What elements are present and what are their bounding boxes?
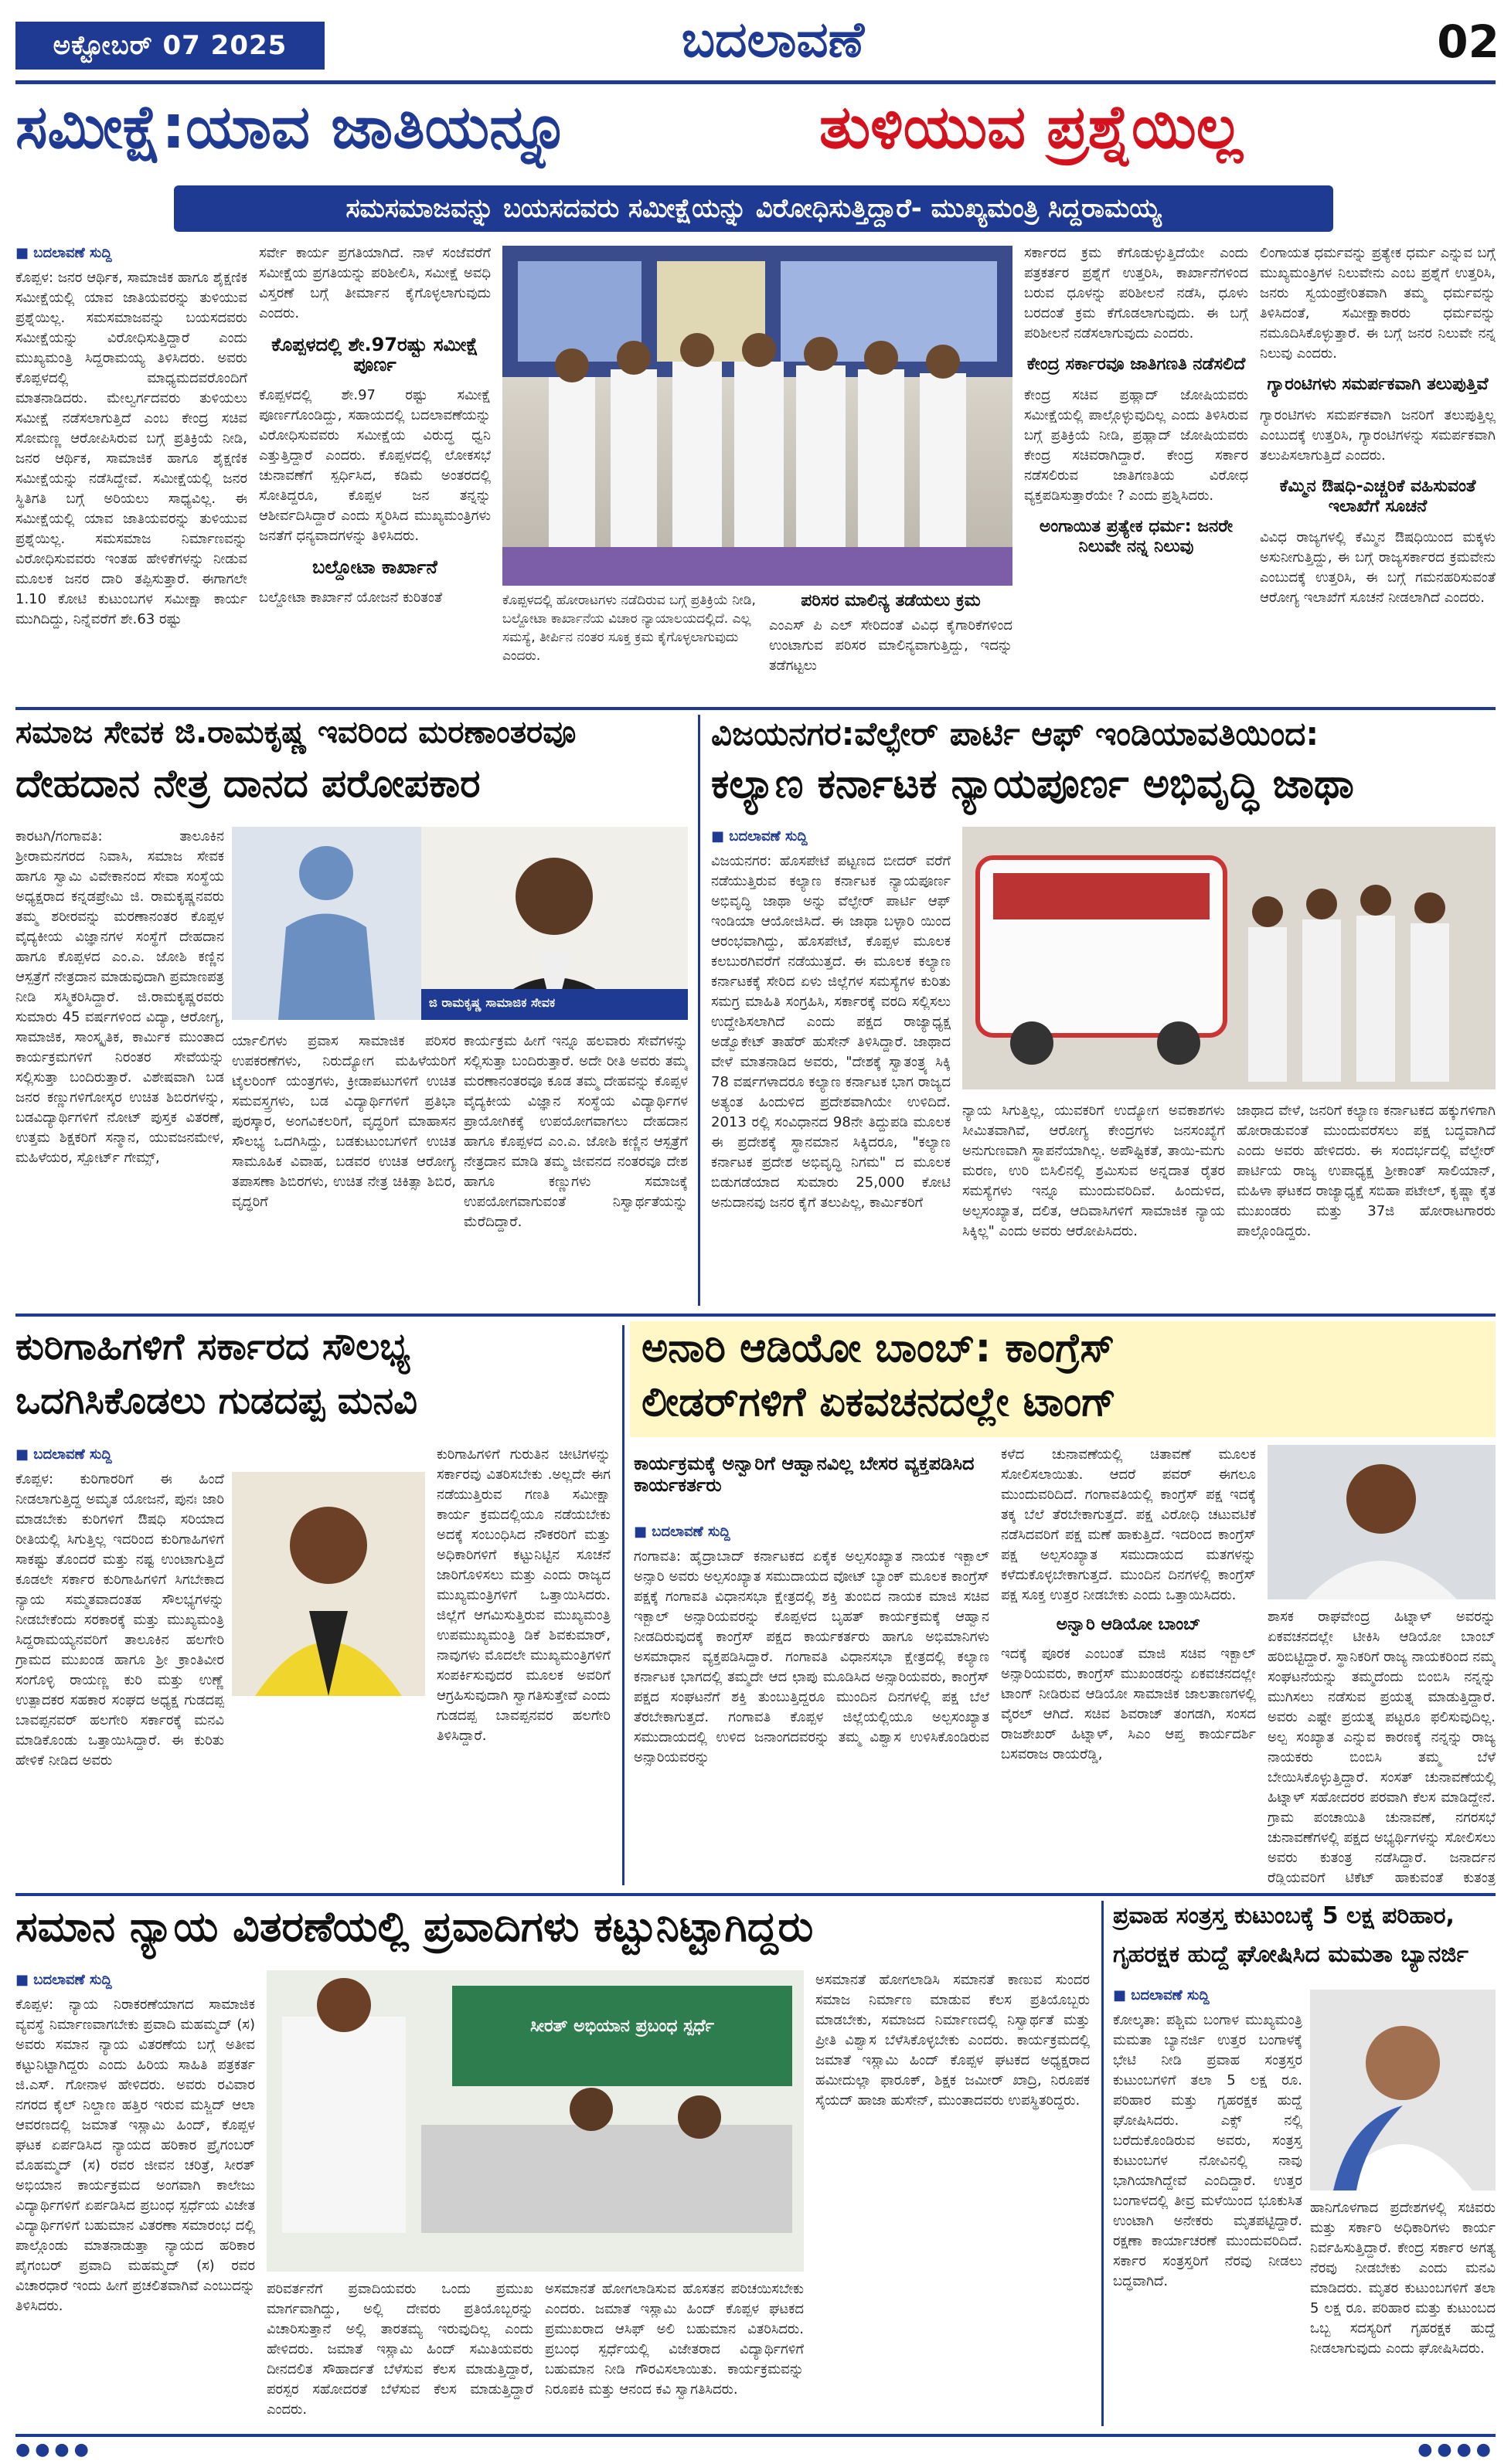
story1-col2-mid: ಕೊಪ್ಪಳದಲ್ಲಿ ಶೇ.97 ರಷ್ಟು ಸಮೀಕ್ಷೆ ಪೂರ್ಣಗೊಂಡಿದ್ದು, ಸಹಾಯದಲ್ಲಿ ಬದಲಾವಣೆಯನ್ನು ವಿರೋಧಿಸುವವರು ಸಮೀಕ್ಷೆಯ ವಿರುದ್ಧ ಧ್ವನಿ ಎತ್ತುತ್ತಿದ್ದಾರೆ ಎಂದರು. ಕೊಪ್ಪಳದಲ್ಲಿ ಲೋಕಸಭೆ ಚುನಾವಣೆಗೆ ಸ್ಪರ್ಧಿಸಿದ, ಕಡಿಮೆ ಅಂತರದಲ್ಲಿ ಸೋತಿದ್ದರೂ, ಕೊಪ್ಪಳ ಜನ ತನ್ನನ್ನು ಆಶೀರ್ವದಿಸಿದ್ದಾರೆ ಎಂದು ಸ್ಮರಿಸಿದ ಮುಖ್ಯಮಂತ್ರಿಗಳು ಜನತೆಗೆ ಧನ್ಯವಾದಗಳನ್ನು ತಿಳಿಸಿದರು. <box>259 387 491 544</box>
story3-col1-text: ವಿಜಯನಗರ: ಹೊಸಪೇಟೆ ಪಟ್ಟಣದ ಬೀದರ್ ವರೆಗೆ ನಡೆಯುತ್ತಿರುವ ಕಲ್ಯಾಣ ಕರ್ನಾಟಕ ನ್ಯಾಯಪೂರ್ಣ ಅಭಿವೃದ್ಧಿ ಜಾಥಾ ಅನ್ನು ವೆಲ್ಫೇರ್ ಪಾರ್ಟಿ ಆಫ್ ಇಂಡಿಯಾ ಆಯೋಜಿಸಿದೆ. ಈ ಜಾಥಾ ಬಳ್ಳಾರಿ ಯಿಂದ ಆರಂಭವಾಗಿದ್ದು, ಹೊಸಪೇಟೆ, ಕೊಪ್ಪಳ ಮೂಲಕ ಕಲಬುರಗಿವರೆಗೆ ನಡೆಯುತ್ತದೆ. ಈ ಮೂಲಕ ಕಲ್ಯಾಣ ಕರ್ನಾಟಕಕ್ಕೆ ಸೇರಿದ ಏಳು ಜಿಲ್ಲೆಗಳ ಸಮಸ್ಯೆಗಳ ಕುರಿತು ಸಮಗ್ರ ಮಾಹಿತಿ ಸಂಗ್ರಹಿಸಿ, ಸರ್ಕಾರಕ್ಕೆ ವರದಿ ಸಲ್ಲಿಸಲು ಉದ್ದೇಶಿಸಲಾಗಿದೆ ಎಂದು ಪಕ್ಷದ ರಾಜ್ಯಾಧ್ಯಕ್ಷ ಅಡ್ವೊಕೇಟ್ ತಾಹೆರ್ ಹುಸೇನ್ ತಿಳಿಸಿದ್ದಾರೆ. ಜಾಥಾದ ವೇಳೆ ಮಾತನಾಡಿದ ಅವರು, "ದೇಶಕ್ಕೆ ಸ್ವಾತಂತ್ರ್ಯ ಸಿಕ್ಕಿ 78 ವರ್ಷಗಳಾದರೂ ಕಲ್ಯಾಣ ಕರ್ನಾಟಕ ಭಾಗ ರಾಜ್ಯದ ಅತ್ಯಂತ ಹಿಂದುಳಿದ ಪ್ರದೇಶವಾಗಿಯೇ ಉಳಿದಿದೆ. 2013 ರಲ್ಲಿ ಸಂವಿಧಾನದ 98ನೇ ತಿದ್ದುಪಡಿ ಮೂಲಕ ಈ ಪ್ರದೇಶಕ್ಕೆ ಸ್ಥಾನಮಾನ ಸಿಕ್ಕಿದರೂ, "ಕಲ್ಯಾಣ ಕರ್ನಾಟಕ ಪ್ರದೇಶ ಅಭಿವೃದ್ಧಿ ನಿಗಮ" ದ ಮೂಲಕ ಬಿಡುಗಡೆಯಾದ ಸುಮಾರು 25,000 ಕೋಟಿ ಅನುದಾನವು ಜನರ ಕೈಗೆ ತಲುಪಿಲ್ಲ, ಕಾರ್ಮಿಕರಿಗೆ <box>711 853 951 1211</box>
story4-headline-line1: ಕುರಿಗಾಹಿಗಳಿಗೆ ಸರ್ಕಾರದ ಸೌಲಭ್ಯ <box>15 1325 410 1368</box>
masthead-rule <box>15 80 1496 84</box>
story1-photo <box>502 246 1012 586</box>
vertical-divider-3 <box>1101 1901 1104 2426</box>
section-divider-2 <box>15 1314 1496 1317</box>
story1-col2-bottom: ಬಲ್ದೋಟಾ ಕಾರ್ಖಾನೆ ಯೋಜನೆ ಕುರಿತಂತೆ <box>259 590 443 606</box>
story6-col1-text: ಕೊಪ್ಪಳ: ನ್ಯಾಯ ನಿರಾಕರಣೆಯಾಗದ ಸಾಮಾಜಿಕ ವ್ಯವಸ್ಥೆ ನಿರ್ಮಾಣವಾಗಬೇಕು ಪ್ರವಾದಿ ಮಹಮ್ಮದ್ (ಸ) ಅವರು ಸಮಾನ ನ್ಯಾಯ ವಿತರಣೆಯ ಬಗ್ಗೆ ಅತೀವ ಕಟ್ಟುನಿಟ್ಟಾಗಿದ್ದರು ಎಂದು ಹಿರಿಯ ಸಾಹಿತಿ ಪತ್ರಕರ್ತ ಜಿ.ಎಸ್. ಗೋನಾಳ ಹೇಳಿದರು. ಅವರು ರವಿವಾರ ನಗರದ ಕೈಲ್ ನಿಲ್ದಾಣ ಹತ್ತಿರ ಇರುವ ಮಸ್ಜಿದ್ ಆಲಾ ಆವರಣದಲ್ಲಿ ಜಮಾತೆ ಇಸ್ಲಾಮಿ ಹಿಂದ್, ಕೊಪ್ಪಳ ಘಟಕ ಏರ್ಪಡಿಸಿದ ನ್ಯಾಯದ ಹರಿಕಾರ ಪ್ರೈಗಂಬರ್ ಮೊಹಮ್ಮದ್ (ಸ) ರವರ ಜೀವನ ಚರಿತ್ರೆ, ಸೀರತ್ ಅಭಿಯಾನ ಕಾರ್ಯಕ್ರಮದ ಅಂಗವಾಗಿ ಕಾಲೇಜು ವಿದ್ಯಾರ್ಥಿಗಳಿಗೆ ಏರ್ಪಡಿಸಿದ ಪ್ರಬಂಧ ಸ್ಪರ್ಧೆಯ ವಿಜೇತ ವಿದ್ಯಾರ್ಥಿಗಳಿಗೆ ಬಹುಮಾನ ವಿತರಣಾ ಸಮಾರಂಭ ದಲ್ಲಿ ಪಾಲ್ಗೊಂಡು ಮಾತನಾಡುತ್ತಾ ನ್ಯಾಯದ ಹರಿಕಾರ ಪೈಗಂಬರ್ ಪ್ರವಾದಿ ಮಹಮ್ಮದ್ (ಸ) ರವರ ವಿಚಾರಧಾರೆ ಇಂದು ಹೀಗೆ ಪ್ರಚಲಿತವಾಗಿವೆ ಎಂಬುದನ್ನು ತಿಳಿಸಿದರು. <box>15 1997 255 2314</box>
story2-headline-line1: ಸಮಾಜ ಸೇವಕ ಜಿ.ರಾಮಕೃಷ್ಣ ಇವರಿಂದ ಮರಣಾಂತರವೂ <box>15 715 577 750</box>
story2-headline-line2: ದೇಹದಾನ ನೇತ್ರ ದಾನದ ಪರೋಪಕಾರ <box>15 761 481 806</box>
story2-column2: ರ್ಯಾಲಿಗಳು ಪ್ರವಾಸ ಸಾಮಾಜಿಕ ಪರಿಸರ ಉಪಕರಣೆಗಳು, ನಿರುದ್ಯೋಗ ಮಹಿಳೆಯರಿಗೆ ಟೈಲರಿಂಗ್ ಯಂತ್ರಗಳು, ಕ್ರೀಡಾಪಟುಗಳಿಗೆ ಉಚಿತ ಸಮವಸ್ತ್ರಗಳು, ಬಡ ವಿದ್ಯಾರ್ಥಿಗಳಿಗೆ ಪ್ರತಿಭಾ ಪುರಸ್ಕಾರ, ಅಂಗವಿಕಲರಿಗೆ, ವೃದ್ಧರಿಗೆ ಮಾಹಾಸನ ಸೌಲಭ್ಯ ಒದಗಿಸಿದ್ದು, ಬಡಕುಟುಂಬಗಳಿಗೆ ಉಚಿತ ಸಾಮೂಹಿಕ ವಿವಾಹ, ಬಡವರ ಉಚಿತ ಆರೋಗ್ಯ ತಪಾಸಣಾ ಶಿಬಿರಗಳು, ಉಚಿತ ನೇತ್ರ ಚಿಕಿತ್ಸಾ ಶಿಬಿರ, ವೃದ್ಧರಿಗೆ <box>232 1033 456 1210</box>
portrait-label: ಜಿ ರಾಮಕೃಷ್ಣ ಸಾಮಾಜಿಕ ಸೇವಕ <box>421 989 688 1020</box>
story1-column3 <box>769 591 1012 699</box>
story6-headline: ಸಮಾನ ನ್ಯಾಯ ವಿತರಣೆಯಲ್ಲಿ ಪ್ರವಾದಿಗಳು ಕಟ್ಟುನಿಟ್ಟಾಗಿದ್ದರು <box>15 1902 814 1951</box>
footer-rule <box>15 2434 1496 2437</box>
story1-column1 <box>15 243 247 699</box>
story5-col2-text: ಕಳೆದ ಚುನಾವಣೆಯಲ್ಲಿ ಚಿತಾವಣೆ ಮೂಲಕ ಸೋಲಿಸಲಾಯಿತು. ಆದರೆ ಪವರ್ ಈಗಲೂ ಮುಂದುವರಿದಿದೆ. ಗಂಗಾವತಿಯಲ್ಲಿ ಕಾಂಗ್ರೆಸ್ ಪಕ್ಷ ಇದಕ್ಕೆ ತಕ್ಕ ಬೆಲೆ ತೆರಬೇಕಾಗುತ್ತದೆ. ಪಕ್ಷ ವಿರೋಧಿ ಚಟುವಟಿಕೆ ನಡೆಸಿದವರಿಗೆ ಪಕ್ಷ ಮಣೆ ಹಾಕುತ್ತಿದೆ. ಇದರಿಂದ ಕಾಂಗ್ರೆಸ್ ಪಕ್ಷ ಅಲ್ಪಸಂಖ್ಯಾತ ಸಮುದಾಯದ ಮತಗಳನ್ನು ಕಳೆದುಕೊಳ್ಳಬೇಕಾಗುತ್ತದೆ. ಮುಂದಿನ ದಿನಗಳಲ್ಲಿ ಕಾಂಗ್ರೆಸ್ ಪಕ್ಷ ಸೂಕ್ತ ಉತ್ತರ ನೀಡಬೇಕು ಎಂದು ಒತ್ತಾಯಿಸಿದರು. <box>1001 1446 1256 1603</box>
story5-headline-line1: ಅನಾರಿ ಆಡಿಯೋ ಬಾಂಬ್: ಕಾಂಗ್ರೆಸ್ <box>641 1325 1115 1371</box>
footer-dots-left: ●●●● <box>15 2440 94 2459</box>
story1-column4 <box>1024 243 1248 699</box>
story5-col2-head: ಅನ್ವಾರಿ ಆಡಿಯೋ ಬಾಂಬ್ <box>1056 1615 1201 1634</box>
story5-column3: ಶಾಸಕ ರಾಘವೇಂದ್ರ ಹಿಟ್ನಾಳ್ ಅವರನ್ನು ಏಕವಚನದಲ್ಲೇ ಟೀಕಿಸಿ ಆಡಿಯೋ ಬಾಂಬ್ ಹರಿಬಿಟ್ಟಿದ್ದಾರೆ. ಸ್ಥಾನಿಕರಿಗೆ ರಾಜ್ಯ ನಾಯಕರಿಂದ ನಮ್ಮ ಸಂಘಟನೆಯನ್ನು ತಮ್ಮದೆಂದು ಬಿಂಬಿಸಿ ನನ್ನನ್ನು ಮುಗಿಸಲು ನಡೆಸುವ ಪ್ರಯತ್ನ ಮಾಡುತ್ತಿದ್ದಾರೆ. ಅವರು ಎಷ್ಟೇ ಪ್ರಯತ್ನ ಪಟ್ಟರೂ ಫಲಿಸುವುದಿಲ್ಲ. ಅಲ್ಪ ಸಂಖ್ಯಾತ ಎನ್ನುವ ಕಾರಣಕ್ಕೆ ನನ್ನನ್ನು ರಾಜ್ಯ ನಾಯಕರು ಬಿಂಬಿಸಿ ತಮ್ಮ ಬೆಳೆ ಬೇಯಿಸಿಕೊಳ್ಳುತ್ತಿದ್ದಾರೆ. ಸಂಸತ್ ಚುನಾವಣೆಯಲ್ಲಿ ಹಿಟ್ನಾಳ್ ಸಹೋದರರ ಪರವಾಗಿ ಕೆಲಸ ಮಾಡಿದ್ದೇನೆ. ಗ್ರಾಮ ಪಂಚಾಯಿತಿ ಚುನಾವಣೆ, ನಗರಸಭೆ ಚುನಾವಣೆಗಳಲ್ಲಿ ಪಕ್ಷದ ಅಭ್ಯರ್ಥಿಗಳನ್ನು ಸೋಲಿಸಲು ಅವರು ಕುತಂತ್ರ ನಡೆಸಿದ್ದಾರೆ. ಜನಾರ್ದನ ರೆಡ್ಡಿಯವರಿಗೆ ಟಿಕೆಟ್ ಹಾಕುವಂತೆ ಕುತಂತ್ರ <box>1268 1609 1496 1885</box>
story3-headline-line2: ಕಲ್ಯಾಣ ಕರ್ನಾಟಕ ನ್ಯಾಯಪೂರ್ಣ ಅಭಿವೃದ್ಧಿ ಜಾಥಾ <box>711 761 1354 807</box>
story7-headline-line1: ಪ್ರವಾಹ ಸಂತ್ರಸ್ತ ಕುಟುಂಬಕ್ಕೆ 5 ಲಕ್ಷ ಪರಿಹಾರ, <box>1113 1902 1455 1929</box>
story1-headline-part1: ಸಮೀಕ್ಷೆ:ಯಾವ ಜಾತಿಯನ್ನೂ <box>15 93 570 162</box>
photo-banner-text: ಸೀರತ್ ಅಭಿಯಾನ ಪ್ರಬಂಧ ಸ್ಪರ್ಧೆ <box>529 2017 715 2036</box>
story5-column2 <box>1001 1445 1256 1885</box>
story4-headline-line2: ಒದಗಿಸಿಕೊಡಲು ಗುಡದಪ್ಪ ಮನವಿ <box>15 1379 418 1422</box>
portrait-illustration <box>1268 1445 1496 1599</box>
story1-col2-head2: ಬಲ್ದೋಟಾ ಕಾರ್ಖಾನೆ <box>312 556 437 578</box>
story6-photo <box>267 1970 804 2272</box>
story5-kicker: ಕಾರ್ಯಕ್ರಮಕ್ಕೆ ಅನ್ವಾರಿಗೆ ಆಹ್ವಾನವಿಲ್ಲ ಬೇಸರ ವ್ಯಕ್ತಪಡಿಸಿದ ಕಾರ್ಯಕರ್ತರು <box>634 1453 975 1496</box>
vertical-divider-1 <box>698 715 700 1306</box>
story4-portrait <box>232 1472 425 1696</box>
story7-headline-line2: ಗೃಹರಕ್ಷಕ ಹುದ್ದೆ ಘೋಷಿಸಿದ ಮಮತಾ ಬ್ಯಾನರ್ಜಿ <box>1113 1941 1468 1968</box>
story4-column1 <box>15 1445 224 1885</box>
portrait-illustration <box>1310 1990 1496 2190</box>
story7-byline: ■ ಬದಲಾವಣೆ ಸುದ್ದಿ <box>1113 1987 1210 2003</box>
story2-column1: ಕಾರಟಗಿ/ಗಂಗಾವತಿ: ತಾಲೂಕಿನ ಶ್ರೀರಾಮನಗರದ ನಿವಾಸಿ, ಸಮಾಜ ಸೇವಕ ಹಾಗೂ ಸ್ವಾಮಿ ವಿವೇಕಾನಂದ ಸೇವಾ ಸಂಸ್ಥೆಯ ಅಧ್ಯಕ್ಷರಾದ ಕನ್ನಡಪ್ರೇಮಿ ಜಿ. ರಾಮಕೃಷ್ಣನವರು ತಮ್ಮ ಶರೀರವನ್ನು ಮರಣಾನಂತರ ಕೊಪ್ಪಳ ವೈದ್ಯಕೀಯ ವಿಜ್ಞಾನಗಳ ಸಂಸ್ಥೆಗೆ ದೇಹದಾನ ಹಾಗೂ ಕೊಪ್ಪಳದ ಎಂ.ಎ. ಜೋಶಿ ಕಣ್ಣಿನ ಆಸ್ಪತ್ರೆಗೆ ನೇತ್ರದಾನ ಮಾಡುವುದಾಗಿ ಪ್ರಮಾಣಪತ್ರ ನೀಡಿ ಸಸ್ಮಿಕರಿಸಿದ್ದಾರೆ. ಜಿ.ರಾಮಕೃಷ್ಣರವರು ಸುಮಾರು 45 ವರ್ಷಗಳಿಂದ ವಿದ್ಯಾ, ಆರೋಗ್ಯ, ಸಾಮಾಜಿಕ, ಸಾಂಸ್ಕೃತಿಕ, ಕಾರ್ಮಿಕ ಮುಂತಾದ ಕಾರ್ಯಕ್ರಮಗಳಿಗೆ ನಿರಂತರ ಸೇವೆಯನ್ನು ಸಲ್ಲಿಸುತ್ತಾ ಬಂದಿರುತ್ತಾರೆ. ವಿಶೇಷವಾಗಿ ಬಡ ಜನರ ಕಣ್ಣುಗಳಿಗೋಸ್ಕರ ಉಚಿತ ಶಿಬಿರಗಳನ್ನು, ಬಡವಿದ್ಯಾರ್ಥಿಗಳಿಗೆ ನೋಟ್ ಪುಸ್ತಕ ವಿತರಣೆ, ಉತ್ತಮ ಶಿಕ್ಷಕರಿಗೆ ಸನ್ಮಾನ, ಯುವಜನಮೇಳ, ಮಹಿಳೆಯರ, ಸ್ಪೋರ್ಟ್ ಗೇಮ್ಸ್, <box>15 828 224 1166</box>
story1-col5-top: ಲಿಂಗಾಯತ ಧರ್ಮವನ್ನು ಪ್ರತ್ಯೇಕ ಧರ್ಮ ಎನ್ನುವ ಬಗ್ಗೆ ಮುಖ್ಯಮಂತ್ರಿಗಳ ನಿಲುವೇನು ಎಂಬ ಪ್ರಶ್ನೆಗೆ ಉತ್ತರಿಸಿ, ಜನರು ಸ್ವಯಂಪ್ರೇರಿತವಾಗಿ ತಮ್ಮ ಧರ್ಮವನ್ನು ತಿಳಿಸಿದಂತೆ, ಸಮೀಕ್ಷಾಕಾರರು ಧರ್ಮವನ್ನು ನಮೂದಿಸಿಕೊಳ್ಳುತ್ತಾರೆ. ಈ ಬಗ್ಗೆ ಜನರ ನಿಲುವೇ ನನ್ನ ನಿಲುವು ಎಂದರು. <box>1260 245 1496 362</box>
story5-col1-text: ಗಂಗಾವತಿ: ಹೈದ್ರಾಬಾದ್ ಕರ್ನಾಟಕದ ಏಕೈಕ ಅಲ್ಪಸಂಖ್ಯಾತ ನಾಯಕ ಇಕ್ಬಾಲ್ ಅನ್ಸಾರಿ ಅವರು ಅಲ್ಪಸಂಖ್ಯಾತ ಸಮುದಾಯದ ವೋಟ್ ಬ್ಯಾಂಕ್ ಮೂಲಕ ಕಾಂಗ್ರೆಸ್ ಪಕ್ಷಕ್ಕೆ ಗಂಗಾವತಿ ವಿಧಾನಸಭಾ ಕ್ಷೇತ್ರದಲ್ಲಿ ಶಕ್ತಿ ತುಂಬಿದ ನಾಯಕ ಮಾಜಿ ಸಚಿವ ಇಕ್ಬಾಲ್ ಅನ್ಸಾರಿಯವರನ್ನು ಕೊಪ್ಪಳದ ಬೃಹತ್ ಕಾರ್ಯಕ್ರಮಕ್ಕೆ ಆಹ್ವಾನ ನೀಡದಿರುವುದಕ್ಕೆ ಕಾಂಗ್ರೆಸ್ ಪಕ್ಷದ ಕಾರ್ಯಕರ್ತರು ಹಾಗೂ ಅಭಿಮಾನಿಗಳು ಅಸಮಾಧಾನ ವ್ಯಕ್ತಪಡಿಸಿದ್ದಾರೆ. ಗಂಗಾವತಿ ವಿಧಾನಸಭಾ ಕ್ಷೇತ್ರದಲ್ಲಿ ಕಲ್ಯಾಣ ಕರ್ನಾಟಕ ಭಾಗದಲ್ಲಿ ತಮ್ಮದೇ ಆದ ಛಾಪು ಮೂಡಿಸಿದ ಅನ್ಸಾರಿಯವರು, ಕಾಂಗ್ರೆಸ್ ಪಕ್ಷದ ಸಂಘಟನೆಗೆ ಶಕ್ತಿ ತುಂಬುತ್ತಿದ್ದರೂ ಮುಂದಿನ ದಿನಗಳಲ್ಲಿ ಪಕ್ಷ ಬೆಲೆ ತೆರಬೇಕಾಗುತ್ತದೆ. ಗಂಗಾವತಿ ಕೊಪ್ಪಳ ಜಿಲ್ಲೆಯಲ್ಲಿಯೂ ಅಲ್ಪಸಂಖ್ಯಾತ ಸಮುದಾಯದಲ್ಲಿ ಉಳಿದ ಜನಾಂಗದವರನ್ನು ತಮ್ಮ ವಿಶ್ವಾಸ ಉಳಿಸಿಕೊಂಡಿರುವ ಅನ್ಸಾರಿಯವರನ್ನು <box>634 1548 989 1766</box>
story7-col1-text: ಕೋಲ್ಕತಾ: ಪಶ್ಚಿಮ ಬಂಗಾಳ ಮುಖ್ಯಮಂತ್ರಿ ಮಮತಾ ಬ್ಯಾನರ್ಜಿ ಉತ್ತರ ಬಂಗಾಳಕ್ಕೆ ಭೇಟಿ ನೀಡಿ ಪ್ರವಾಹ ಸಂತ್ರಸ್ತರ ಕುಟುಂಬಗಳಿಗೆ ತಲಾ 5 ಲಕ್ಷ ರೂ. ಪರಿಹಾರ ಮತ್ತು ಗೃಹರಕ್ಷಕ ಹುದ್ದೆ ಘೋಷಿಸಿದರು. ಎಕ್ಸ್ ನಲ್ಲಿ ಬರೆದುಕೊಂಡಿರುವ ಅವರು, ಸಂತ್ರಸ್ತ ಕುಟುಂಬಗಳ ನೋವಿನಲ್ಲಿ ನಾವು ಭಾಗಿಯಾಗಿದ್ದೇವೆ ಎಂದಿದ್ದಾರೆ. ಉತ್ತರ ಬಂಗಾಳದಲ್ಲಿ ತೀವ್ರ ಮಳೆಯಿಂದ ಭೂಕುಸಿತ ಉಂಟಾಗಿ ಅನೇಕರು ಮೃತಪಟ್ಟಿದ್ದಾರೆ. ರಕ್ಷಣಾ ಕಾರ್ಯಾಚರಣೆ ಮುಂದುವರಿದಿದೆ. ಸರ್ಕಾರ ಸಂತ್ರಸ್ತರಿಗೆ ನೆರವು ನೀಡಲು ಬದ್ಧವಾಗಿದೆ. <box>1113 2012 1302 2289</box>
story6-column2: ಅಸಮಾನತೆ ಹೋಗಲಾಡಿಸಿ ಸಮಾನತೆ ಕಾಣುವ ಸುಂದರ ಸಮಾಜ ನಿರ್ಮಾಣ ಮಾಡುವ ಕೆಲಸ ಪ್ರತಿಯೊಬ್ಬರು ಮಾಡಬೇಕು, ಸಮಾಜದ ನಿರ್ಮಾಣದಲ್ಲಿ ನಿಸ್ವಾರ್ಥತೆ ಮತ್ತು ಪ್ರೀತಿ ವಿಶ್ವಾಸ ಬೆಳೆಸಿಕೊಳ್ಳಬೇಕು ಎಂದರು. ಕಾರ್ಯಕ್ರಮದಲ್ಲಿ ಜಮಾತೆ ಇಸ್ಲಾಮಿ ಹಿಂದ್ ಕೊಪ್ಪಳ ಘಟಕದ ಅಧ್ಯಕ್ಷರಾದ ಹಮೀದುಲ್ಲಾ ಫಾರೂಕ್, ಶಿಕ್ಷಕ ಜಮೀರ್ ಖಾದ್ರಿ, ನಿರೂಪಕ ಸೈಯದ್ ಹಾಜಾ ಹುಸೇನ್, ಮುಂತಾದವರು ಉಪಸ್ಥಿತರಿದ್ದರು. <box>815 1972 1090 2109</box>
masthead <box>0 0 1511 85</box>
newspaper-name: ಬದಲಾವಣೆ <box>681 11 865 69</box>
story1-col3-text: ಎಂಎಸ್ ಪಿ ಎಲ್ ಸೇರಿದಂತೆ ವಿವಿಧ ಕೈಗಾರಿಕೆಗಳಿಂದ ಉಂಟಾಗುವ ಪರಿಸರ ಮಾಲಿನ್ಯವಾಗುತ್ತಿದ್ದು, ಇದನ್ನು ತಡೆಗಟ್ಟಲು <box>769 617 1012 674</box>
story3-byline: ■ ಬದಲಾವಣೆ ಸುದ್ದಿ <box>711 828 808 845</box>
story1-col5-head1: ಗ್ಯಾರಂಟಿಗಳು ಸಮರ್ಪಕವಾಗಿ ತಲುಪುತ್ತಿವೆ <box>1267 375 1489 394</box>
story4-byline: ■ ಬದಲಾವಣೆ ಸುದ್ದಿ <box>15 1446 112 1463</box>
page-number: 02 <box>1437 15 1499 68</box>
story1-col1-text: ಕೊಪ್ಪಳ: ಜನರ ಆರ್ಥಿಕ, ಸಾಮಾಜಿಕ ಹಾಗೂ ಶೈಕ್ಷಣಿಕ ಸಮೀಕ್ಷೆಯಲ್ಲಿ ಯಾವ ಜಾತಿಯವರನ್ನು ತುಳಿಯುವ ಪ್ರಶ್ನೆಯಿಲ್ಲ. ಸಮಸಮಾಜವನ್ನು ಬಯಸದವರು ಸಮೀಕ್ಷೆಯನ್ನು ವಿರೋಧಿಸುತ್ತಿದ್ದಾರೆ ಎಂದು ಮುಖ್ಯಮಂತ್ರಿ ಸಿದ್ದರಾಮಯ್ಯ ತಿಳಿಸಿದರು. ಅವರು ಕೊಪ್ಪಳದಲ್ಲಿ ಮಾಧ್ಯಮದವರೊಂದಿಗೆ ಮಾತನಾಡಿದರು. ಮೇಲ್ವರ್ಗದವರು ತುಳಿಯಲು ಸಮೀಕ್ಷೆ ನಡೆಸಲಾಗುತ್ತಿದೆ ಎಂಬ ಕೇಂದ್ರ ಸಚಿವ ಸೋಮಣ್ಣ ಆರೋಪಿಸಿರುವ ಬಗ್ಗೆ ಪ್ರತಿಕ್ರಿಯೆ ನೀಡಿ, ಜನರ ಆರ್ಥಿಕ, ಸಾಮಾಜಿಕ ಹಾಗೂ ಶೈಕ್ಷಣಿಕ ಸಮೀಕ್ಷೆಯನ್ನು ನಡೆಸಿದ್ದೇವೆ. ಸಮೀಕ್ಷೆಯಲ್ಲಿ ಜನರ ಸ್ಥಿತಿಗತಿ ಬಗ್ಗೆ ಅರಿಯಲು ಸಾಧ್ಯವಿಲ್ಲ. ಈ ಸಮೀಕ್ಷೆಯಲ್ಲಿ ಯಾವ ಜಾತಿಯವರನ್ನು ತುಳಿಯುವ ಪ್ರಶ್ನೆಯಿಲ್ಲ. ಸಮಸಮಾಜ ನಿರ್ಮಾಣವನ್ನು ವಿರೋಧಿಸುವವರು ಇಂತಹ ಹೇಳಿಕೆಗಳನ್ನು ನೀಡುವ ಮೂಲಕ ಜನರ ದಾರಿ ತಪ್ಪಿಸುತ್ತಾರೆ. ಈಗಾಗಲೇ 1.10 ಕೋಟಿ ಕುಟುಂಬಗಳ ಸಮೀಕ್ಷಾ ಕಾರ್ಯ ಮುಗಿದಿದ್ದು, ನಿನ್ನೆವರೆಗೆ ಶೇ.63 ರಷ್ಟು <box>15 270 247 627</box>
portrait-illustration <box>232 1472 425 1696</box>
story1-headline-part2: ತುಳಿಯುವ ಪ್ರಶ್ನೆಯಿಲ್ಲ <box>819 93 1243 162</box>
story4-column2: ಕುರಿಗಾಹಿಗಳಿಗೆ ಗುರುತಿನ ಚೀಟಿಗಳನ್ನು ಸರ್ಕಾರವು ವಿತರಿಸಬೇಕು .ಅಲ್ಲದೇ ಈಗ ನಡೆಯುತ್ತಿರುವ ಗಣತಿ ಸಮೀಕ್ಷಾ ಕಾರ್ಯ ಕ್ರಮದಲ್ಲಿಯೂ ನಡೆಯಬೇಕು ಅದಕ್ಕೆ ಸಂಬಂಧಿಸಿದ ನೌಕರರಿಗೆ ಮತ್ತು ಅಧಿಕಾರಿಗಳಿಗೆ ಕಟ್ಟುನಿಟ್ಟಿನ ಸೂಚನೆ ಜಾರಿಗೊಳಿಸಲು ಮತ್ತು ಎಂದು ರಾಜ್ಯದ ಮುಖ್ಯಮಂತ್ರಿಗಳಿಗೆ ಒತ್ತಾಯಿಸಿದರು. ಜಿಲ್ಲೆಗೆ ಆಗಮಿಸುತ್ತಿರುವ ಮುಖ್ಯಮಂತ್ರಿ ಉಪಮುಖ್ಯಮಂತ್ರಿ ಡಿಕೆ ಶಿವಕುಮಾರ್, ನಾವುಗಳು ಮೊದಲೇ ಮುಖ್ಯಮಂತ್ರಿಗಳಿಗೆ ಸಂಪರ್ಕಿಸುವುದರ ಮೂಲಕ ಅವರಿಗೆ ಆಗ್ರಹಿಸುವುದಾಗಿ ಸ್ವಾಗತಿಸುತ್ತೇವೆ ಎಂದು ಗುಡದಪ್ಪ ಬಾವಪ್ಪನವರ ಹಲಗೇರಿ ತಿಳಿಸಿದ್ದಾರೆ. <box>437 1446 611 1744</box>
story5-byline: ■ ಬದಲಾವಣೆ ಸುದ್ದಿ <box>634 1524 730 1540</box>
story3-photo <box>962 827 1496 1089</box>
story1-col4-head2: ಅಂಗಾಯಿತ ಪ್ರತ್ಯೇಕ ಧರ್ಮ: ಜನರೇ ನಿಲುವೇ ನನ್ನ ನಿಲುವು <box>1039 517 1234 556</box>
story1-col5-bottom: ವಿವಿಧ ರಾಜ್ಯಗಳಲ್ಲಿ ಕೆಮ್ಮಿನ ಔಷಧಿಯಿಂದ ಮಕ್ಕಳು ಅಸುನೀಗುತ್ತಿದ್ದು, ಈ ಬಗ್ಗೆ ರಾಜ್ಯಸರ್ಕಾರದ ಕ್ರಮವೇನು ಎಂಬುದಕ್ಕೆ ಉತ್ತರಿಸಿ, ಈ ಬಗ್ಗೆ ಗಮನಹರಿಸುವಂತೆ ಆರೋಗ್ಯ ಇಲಾಖೆಗೆ ಸೂಚನೆ ನೀಡಲಾಗಿದೆ ಎಂದರು. <box>1260 529 1496 606</box>
story3-column2: ನ್ಯಾಯ ಸಿಗುತ್ತಿಲ್ಲ, ಯುವಕರಿಗೆ ಉದ್ಯೋಗ ಅವಕಾಶಗಳು ಸೀಮಿತವಾಗಿವೆ, ಆರೋಗ್ಯ ಕೇಂದ್ರಗಳು ಜನಸಂಖ್ಯೆಗೆ ಅನುಗುಣವಾಗಿ ಸ್ಥಾಪನೆಯಾಗಿಲ್ಲ. ಅಪೌಷ್ಟಿಕತೆ, ತಾಯಿ-ಮಗು ಮರಣ, ಉರಿ ಬಿಸಿಲಿನಲ್ಲಿ ಶ್ರಮಿಸುವ ಅನ್ನದಾತ ರೈತರ ಸಮಸ್ಯೆಗಳು ಇನ್ನೂ ಮುಂದುವರಿದಿವೆ. ಹಿಂದುಳಿದ, ಅಲ್ಪಸಂಖ್ಯಾತ, ದಲಿತ, ಆದಿವಾಸಿಗಳಿಗೆ ಸಾಮಾಜಿಕ ನ್ಯಾಯ ಸಿಕ್ಕಿಲ್ಲ" ಎಂದು ಅವರು ಆರೋಪಿಸಿದರು. <box>962 1103 1225 1239</box>
story7-column2: ಹಾನಿಗೊಳಗಾದ ಪ್ರದೇಶಗಳಲ್ಲಿ ಸಚಿವರು ಮತ್ತು ಸರ್ಕಾರಿ ಅಧಿಕಾರಿಗಳು ಕಾರ್ಯ ನಿರ್ವಹಿಸುತ್ತಿದ್ದಾರೆ. ಕೇಂದ್ರ ಸರ್ಕಾರ ಅಗತ್ಯ ನೆರವು ನೀಡಬೇಕು ಎಂದು ಮನವಿ ಮಾಡಿದರು. ಮೃತರ ಕುಟುಂಬಗಳಿಗೆ ತಲಾ 5 ಲಕ್ಷ ರೂ. ಪರಿಹಾರ ಮತ್ತು ಕುಟುಂಬದ ಒಬ್ಬ ಸದಸ್ಯರಿಗೆ ಗೃಹರಕ್ಷಕ ಹುದ್ದೆ ನೀಡಲಾಗುವುದು ಎಂದು ಘೋಷಿಸಿದರು. <box>1310 2200 1496 2357</box>
story3-column3: ಜಾಥಾದ ವೇಳೆ, ಜನರಿಗೆ ಕಲ್ಯಾಣ ಕರ್ನಾಟಕದ ಹಕ್ಕುಗಳಿಗಾಗಿ ಹೋರಾಡುವಂತೆ ಮುಂದುವರೆಸಲು ಪಕ್ಷ ಬದ್ಧವಾಗಿದೆ ಎಂದು ಅವರು ಹೇಳಿದರು. ಈ ಸಂದರ್ಭದಲ್ಲಿ ವೆಲ್ಫೇರ್ ಪಾರ್ಟಿಯ ರಾಜ್ಯ ಉಪಾಧ್ಯಕ್ಷ ಶ್ರೀಕಾಂತ್ ಸಾಲಿಯಾನ್, ಮಹಿಳಾ ಘಟಕದ ರಾಜ್ಯಾಧ್ಯಕ್ಷೆ ಸಬಿಹಾ ಪಟೇಲ್, ಕೃಷ್ಣಾ ಕೈತ ಮುಖಂಡರು ಮತ್ತು 37ಜಿ ಹೋರಾಟಗಾರರು ಪಾಲ್ಗೊಂಡಿದ್ದರು. <box>1237 1103 1496 1239</box>
story1-col2-head1: ಕೊಪ್ಪಳದಲ್ಲಿ ಶೇ.97ರಷ್ಟು ಸಮೀಕ್ಷೆ ಪೂರ್ಣ <box>271 334 478 376</box>
story7-portrait <box>1310 1990 1496 2190</box>
story1-col3-head: ಪರಿಸರ ಮಾಲಿನ್ಯ ತಡೆಯಲು ಕ್ರಮ <box>801 591 981 610</box>
campaign-van-illustration <box>962 827 1496 1089</box>
story4-col1-text: ಕೊಪ್ಪಳ: ಕುರಿಗಾರರಿಗೆ ಈ ಹಿಂದೆ ನೀಡಲಾಗುತ್ತಿದ್ದ ಅಮೃತ ಯೋಜನೆ, ಪುನಃ ಜಾರಿ ಮಾಡಬೇಕು ಕುರಿಗಳಿಗೆ ಔಷಧಿ ಸರಿಯಾದ ರೀತಿಯಲ್ಲಿ ಸಿಗುತ್ತಿಲ್ಲ ಇದರಿಂದ ಕುರಿಗಾಹಿಗಳಿಗೆ ಸಾಕಷ್ಟು ತೊಂದರೆ ಮತ್ತು ನಷ್ಟ ಉಂಟಾಗುತ್ತಿದೆ ಕೂಡಲೇ ಸರ್ಕಾರ ಕುರಿಗಾಹಿಗಳಿಗೆ ಸಿಗಬೇಕಾದ ನ್ಯಾಯ ಸಮ್ಮತವಾದಂತಹ ಸೌಲಭ್ಯಗಳನ್ನು ನೀಡಬೇಕೆಂದು ಸರಕಾರಕ್ಕೆ ಮತ್ತು ಮುಖ್ಯಮಂತ್ರಿ ಸಿದ್ದರಾಮಯ್ಯನವರಿಗೆ ತಾಲೂಕಿನ ಹಲಗೇರಿ ಗ್ರಾಮದ ಮುಖಂಡ ಹಾಗೂ ಶ್ರೀ ಕ್ರಾಂತಿವೀರ ಸಂಗೊಳ್ಳಿ ರಾಯಣ್ಣ ಕುರಿ ಮತ್ತು ಉಣ್ಣೆ ಉತ್ಪಾದಕರ ಸಹಕಾರ ಸಂಘದ ಅಧ್ಯಕ್ಷ ಗುಡದಪ್ಪ ಬಾವಪ್ಪನವರ್ ಹಲಗೇರಿ ಸರ್ಕಾರಕ್ಕೆ ಮನವಿ ಮಾಡಿಕೊಂಡು ಒತ್ತಾಯಿಸಿದ್ದಾರೆ. ಈ ಕುರಿತು ಹೇಳಿಕೆ ನೀಡಿದ ಅವರು <box>15 1471 224 1769</box>
ceremony-photo-illustration <box>502 246 1012 586</box>
story3-headline-line1: ವಿಜಯನಗರ:ವೆಲ್ಫೇರ್ ಪಾರ್ಟಿ ಆಫ್ ಇಂಡಿಯಾವತಿಯಿಂದ: <box>711 715 1319 753</box>
issue-date: ಅಕ್ಟೋಬರ್ 07 2025 <box>15 22 325 70</box>
story1-subheadline: ಸಮಸಮಾಜವನ್ನು ಬಯಸದವರು ಸಮೀಕ್ಷೆಯನ್ನು ವಿರೋಧಿಸುತ್ತಿದ್ದಾರೆ- ಮುಖ್ಯಮಂತ್ರಿ ಸಿದ್ದರಾಮಯ್ಯ <box>174 185 1333 232</box>
story1-col5-head2: ಕೆಮ್ಮಿನ ಔಷಧಿ-ಎಚ್ಚರಿಕೆ ವಹಿಸುವಂತೆ ಇಲಾಖೆಗೆ ಸೂಚನೆ <box>1279 477 1476 516</box>
story1-photo-caption: ಕೊಪ್ಪಳದಲ್ಲಿ ಹೋರಾಟಗಳು ನಡೆದಿರುವ ಬಗ್ಗೆ ಪ್ರತಿಕ್ರಿಯೆ ನೀಡಿ, ಬಲ್ದೋಟಾ ಕಾರ್ಖಾನೆಯ ವಿಚಾರ ನ್ಯಾಯಾಲಯದಲ್ಲಿದೆ. ಎಲ್ಲ ಸಮಸ್ಯೆ, ತೀರ್ಪಿನ ನಂತರ ಸೂಕ್ತ ಕ್ರಮ ಕೈಗೊಳ್ಳಲಾಗುವುದು ಎಂದರು. <box>502 593 756 664</box>
story7-column1 <box>1113 1986 1302 2426</box>
story5-col2-bottom: ಇದಕ್ಕೆ ಪೂರಕ ಎಂಬಂತೆ ಮಾಜಿ ಸಚಿವ ಇಕ್ಬಾಲ್ ಅನ್ಸಾರಿಯವರು, ಕಾಂಗ್ರೆಸ್ ಮುಖಂಡರನ್ನು ಏಕವಚನದಲ್ಲೇ ಟಾಂಗ್ ನೀಡಿರುವ ಆಡಿಯೋ ಸಾಮಾಜಿಕ ಜಾಲತಾಣಗಳಲ್ಲಿ ವೈರಲ್ ಆಗಿದೆ. ಸಚಿವ ಶಿವರಾಜ್ ತಂಗಡಗಿ, ಸಂಸದ ರಾಜಶೇಖರ್ ಹಿಟ್ನಾಳ್, ಸಿಎಂ ಆಪ್ತ ಕಾರ್ಯದರ್ಶಿ ಬಸವರಾಜ ರಾಯರೆಡ್ಡಿ, <box>1001 1646 1256 1762</box>
footer-dots-right: ●●●● <box>1417 2440 1496 2459</box>
story1-col4-mid: ಕೇಂದ್ರ ಸಚಿವ ಪ್ರಹ್ಲಾದ್ ಜೋಷಿಯವರು ಸಮೀಕ್ಷೆಯಲ್ಲಿ ಪಾಲ್ಗೊಳ್ಳುವುದಿಲ್ಲ ಎಂದು ತಿಳಿಸಿರುವ ಬಗ್ಗೆ ಪ್ರತಿಕ್ರಿಯೆ ನೀಡಿ, ಪ್ರಹ್ಲಾದ್ ಜೋಷಿಯವರು ಕೇಂದ್ರ ಸಚಿವರಾಗಿದ್ದಾರೆ. ಕೇಂದ್ರ ಸರ್ಕಾರ ನಡೆಸಲಿರುವ ಜಾತಿಗಣತಿಯ ವಿರೋಧ ವ್ಯಕ್ತಪಡಿಸುತ್ತಾರೆಯೇ ? ಎಂದು ಪ್ರಶ್ನಿಸಿದರು. <box>1024 387 1248 504</box>
story1-col2-top: ಸರ್ವೇ ಕಾರ್ಯ ಪ್ರಗತಿಯಾಗಿದೆ. ನಾಳೆ ಸಂಜೆವರೆಗೆ ಸಮೀಕ್ಷೆಯ ಪ್ರಗತಿಯನ್ನು ಪರಿಶೀಲಿಸಿ, ಸಮೀಕ್ಷೆ ಅವಧಿ ವಿಸ್ತರಣೆ ಬಗ್ಗೆ ತೀರ್ಮಾನ ಕೈಗೊಳ್ಳಲಾಗುವುದು ಎಂದರು. <box>259 245 491 321</box>
story1-column5 <box>1260 243 1496 699</box>
section-divider-1 <box>15 707 1496 710</box>
story6-column1 <box>15 1970 255 2426</box>
story1-col4-head1: ಕೇಂದ್ರ ಸರ್ಕಾರವೂ ಜಾತಿಗಣತಿ ನಡೆಸಲಿದೆ <box>1026 355 1246 374</box>
story5-headline-line2: ಲೀಡರ್‌ಗಳಿಗೆ ಏಕವಚನದಲ್ಲೇ ಟಾಂಗ್ <box>641 1379 1117 1426</box>
section-divider-3 <box>15 1893 1496 1896</box>
event-photo-illustration <box>267 1970 804 2272</box>
human-silhouette-icon <box>232 827 421 1020</box>
story6-byline: ■ ಬದಲಾವಣೆ ಸುದ್ದಿ <box>15 1972 112 1988</box>
story5-column1 <box>634 1522 989 1885</box>
story5-portrait <box>1268 1445 1496 1599</box>
story1-column2 <box>259 243 491 699</box>
story2-column3: ಕಾರ್ಯಕ್ರಮ ಹೀಗೆ ಇನ್ನೂ ಹಲವಾರು ಸೇವೆಗಳನ್ನು ಸಲ್ಲಿಸುತ್ತಾ ಬಂದಿರುತ್ತಾರೆ. ಅದೇ ರೀತಿ ಅವರು ತಮ್ಮ ಮರಣಾನಂತರವೂ ಕೂಡ ತಮ್ಮ ದೇಹವನ್ನು ಕೊಪ್ಪಳ ವೈದ್ಯಕೀಯ ವಿಜ್ಞಾನ ಸಂಸ್ಥೆಯ ವಿದ್ಯಾರ್ಥಿಗಳ ಪ್ರಾಯೋಗಿಕಕ್ಕೆ ಉಪಯೋಗವಾಗಲು ದೇಹದಾನ ಹಾಗೂ ಕೊಪ್ಪಳದ ಎಂ.ಎ. ಜೋಶಿ ಕಣ್ಣಿನ ಆಸ್ಪತ್ರೆಗೆ ನೇತ್ರದಾನ ಮಾಡಿ ತಮ್ಮ ಜೀವನದ ನಂತರವೂ ದೇಶ ಹಾಗೂ ಕಣ್ಣುಗಳು ಸಮಾಜಕ್ಕೆ ಉಪಯೋಗವಾಗುವಂತೆ ನಿಸ್ವಾರ್ಥತೆಯನ್ನು ಮೆರೆದಿದ್ದಾರೆ. <box>464 1033 688 1230</box>
story1-col4-text: ಸರ್ಕಾರದ ಕ್ರಮ ಕೆಗೊಡುಳ್ಳುತ್ತಿದೆಯೇ ಎಂದು ಪತ್ರಕರ್ತರ ಪ್ರಶ್ನೆಗೆ ಉತ್ತರಿಸಿ, ಕಾರ್ಖಾನೆಗಳಿಂದ ಬರುವ ಧೂಳನ್ನು ಪರಿಶೀಲನೆ ನಡೆಸಿ, ಧೂಳು ಬರದಂತೆ ಕ್ರಮ ಕೆಗೊಡಲಾಗುವುದು. ಈ ಬಗ್ಗೆ ಪರಿಶೀಲನೆ ನಡೆಸಲಾಗುವುದು ಎಂದರು. <box>1024 245 1248 342</box>
story2-portrait <box>421 827 688 1020</box>
story6-column3: ಅಸಮಾನತೆ ಹೋಗಲಾಡಿಸುವ ಹೊಸತನ ಪರಿಚಯಿಸಬೇಕು ಎಂದರು. ಜಮಾತೆ ಇಸ್ಲಾಮಿ ಹಿಂದ್ ಕೊಪ್ಪಳ ಘಟಕದ ಪ್ರಮುಖರಾದ ಆಸಿಫ್ ಅಲಿ ಬಹುಮಾನ ವಿತರಿಸಿದರು. ಪ್ರಬಂಧ ಸ್ಪರ್ಧೆಯಲ್ಲಿ ವಿಜೇತರಾದ ವಿದ್ಯಾರ್ಥಿಗಳಿಗೆ ಬಹುಮಾನ ನೀಡಿ ಗೌರವಿಸಲಾಯಿತು. ಕಾರ್ಯಕ್ರಮವನ್ನು ನಿರೂಪಕಿ ಮತ್ತು ಆನಂದ ಕವಿ ಸ್ವಾಗತಿಸಿದರು. <box>545 2281 804 2398</box>
story6-photo-caption: ಪರಿವರ್ತನೆಗೆ ಪ್ರವಾದಿಯವರು ಒಂದು ಪ್ರಮುಖ ಮಾರ್ಗವಾಗಿದ್ದು, ಅಲ್ಲಿ ದೇವರು ಪ್ರತಿಯೊಬ್ಬರನ್ನು ವಿಚಾರಿಸುತ್ತಾನೆ ಅಲ್ಲಿ ತಾರತಮ್ಯ ಇರುವುದಿಲ್ಲ ಎಂದು ಹೇಳಿದರು. ಜಮಾತೆ ಇಸ್ಲಾಮಿ ಹಿಂದ್ ಸಮಿತಿಯವರು ದೀನದಲಿತ ಸೌಹಾರ್ದತೆ ಬೆಳೆಸುವ ಕೆಲಸ ಮಾಡುತ್ತಿದ್ದಾರೆ, ಪರಸ್ಪರ ಸಹೋದರತೆ ಬೆಳೆಸುವ ಕೆಲಸ ಮಾಡುತ್ತಿದ್ದಾರೆ ಎಂದರು. <box>267 2281 533 2418</box>
story1-col5-mid: ಗ್ಯಾರಂಟಿಗಳು ಸಮರ್ಪಕವಾಗಿ ಜನರಿಗೆ ತಲುಪುತ್ತಿಲ್ಲ ಎಂಬುದಕ್ಕೆ ಉತ್ತರಿಸಿ, ಗ್ಯಾರಂಟಿಗಳನ್ನು ಸಮರ್ಪಕವಾಗಿ ತಲುಪಿಸಲಾಗುತ್ತಿದೆ ಎಂದರು. <box>1260 407 1496 464</box>
vertical-divider-2 <box>622 1325 624 1885</box>
body-silhouette-image <box>232 827 421 1020</box>
story1-byline: ■ ಬದಲಾವಣೆ ಸುದ್ದಿ <box>15 245 112 261</box>
story3-column1 <box>711 827 951 1306</box>
